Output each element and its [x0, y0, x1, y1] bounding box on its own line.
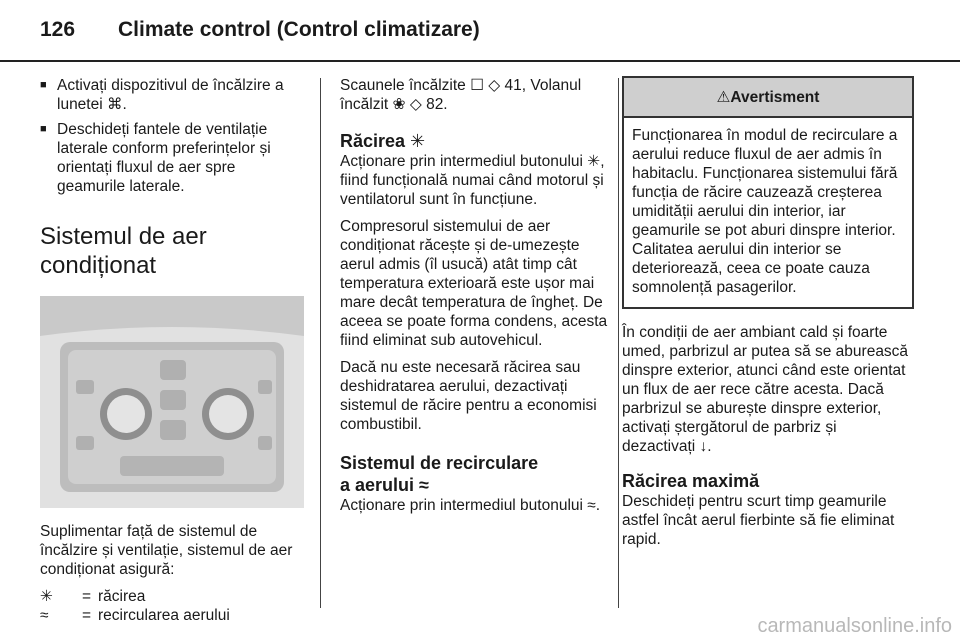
- caption-text: Suplimentar față de sistemul de încălzire și ventilație, sistemul de aer condiționat asigură:: [40, 523, 293, 578]
- climate-control-panel-photo: [40, 296, 304, 508]
- legend-text: recircularea aerului: [98, 607, 230, 624]
- warning-title: ⚠Avertisment: [624, 78, 912, 118]
- column-right: [622, 76, 914, 557]
- section-heading-ac: Sistemul de aer condiționat: [40, 223, 207, 279]
- header-divider: [0, 60, 960, 62]
- legend-text: răcirea: [98, 588, 146, 605]
- legend-row: [40, 587, 304, 606]
- section-heading-cooling: Răcirea ✳: [340, 131, 426, 151]
- legend-equals: =: [82, 607, 92, 624]
- legend-equals: =: [82, 588, 92, 605]
- recirculation-heading-line-1: Sistemul de recirculare: [340, 453, 539, 473]
- max-cooling-paragraph: Deschideți pentru scurt timp geamurile astfel încât aerul fierbinte să fie eliminat rapid.: [622, 493, 895, 548]
- recirculation-heading-line-2: a aerului ≈: [340, 475, 429, 495]
- bullet-item: ■ Activați dispozitivul de încălzire a lunetei ⌘.: [40, 76, 304, 114]
- column-divider-2: [618, 78, 619, 608]
- legend-row: [40, 606, 304, 625]
- recirculation-icon: ≈: [40, 607, 49, 624]
- watermark-text: carmanualsonline.info: [757, 615, 952, 637]
- bullet-item: ■ Deschideți fantele de ventilație laterale conform preferințelor și orientați fluxul de aer spre geamurile laterale.: [40, 120, 304, 196]
- fog-paragraph: În condiții de aer ambiant cald și foarte umed, parbrizul ar putea să se aburească dinspre exterior, atunci când este orientat un flux de aer rece către acesta. Dacă parbrizul se aburește dinspre exterior, activați ștergătorul de parbriz și dezactivați ↓.: [622, 324, 909, 455]
- column-divider-1: [320, 78, 321, 608]
- intro-text: Scaunele încălzite ☐ ◇ 41, Volanul încălzit ❀ ◇ 82.: [340, 77, 582, 113]
- column-left: [40, 76, 304, 625]
- warning-text: Funcționarea în modul de recirculare a aerului reduce fluxul de aer admis în habitaclu. Funcționarea sistemului fără funcția de răcire cauzează creșterea umidității aerului din interior, iar geamurile se pot aburi dinspre interior. Calitatea aerului din interior se deteriorează, ceea ce poate cauza somnolență pasagerilor.: [632, 127, 898, 296]
- cooling-paragraph-1: Acționare prin intermediul butonului ✳, fiind funcțională numai când motorul și ventilatorul sunt în funcțiune.: [340, 153, 605, 208]
- page-header: [0, 0, 960, 62]
- cooling-paragraph-2: Compresorul sistemului de aer condiționat răcește și de-umezește aerul admis (îl usucă) atât timp cât temperatura exterioară este ușor mai mare decât temperatura de îngheț. De aceea se poate forma condens, acesta fiind eliminat sub autovehicul.: [340, 218, 608, 349]
- column-middle: [340, 76, 608, 523]
- warning-box: [622, 76, 914, 309]
- cooling-paragraph-3: Dacă nu este necesară răcirea sau deshidratarea aerului, dezactivați sistemul de răcire pentru a economisi combustibil.: [340, 359, 597, 433]
- page-number: 126: [40, 18, 76, 41]
- climate-panel-illustration: [40, 296, 304, 508]
- cooling-icon: ✳: [40, 588, 53, 605]
- page-title: Climate control (Control climatizare): [118, 18, 480, 41]
- recirculation-paragraph: Acționare prin intermediul butonului ≈.: [340, 497, 601, 514]
- section-heading-max-cooling: Răcirea maximă: [622, 471, 760, 491]
- section-heading-recirculation: [340, 452, 608, 496]
